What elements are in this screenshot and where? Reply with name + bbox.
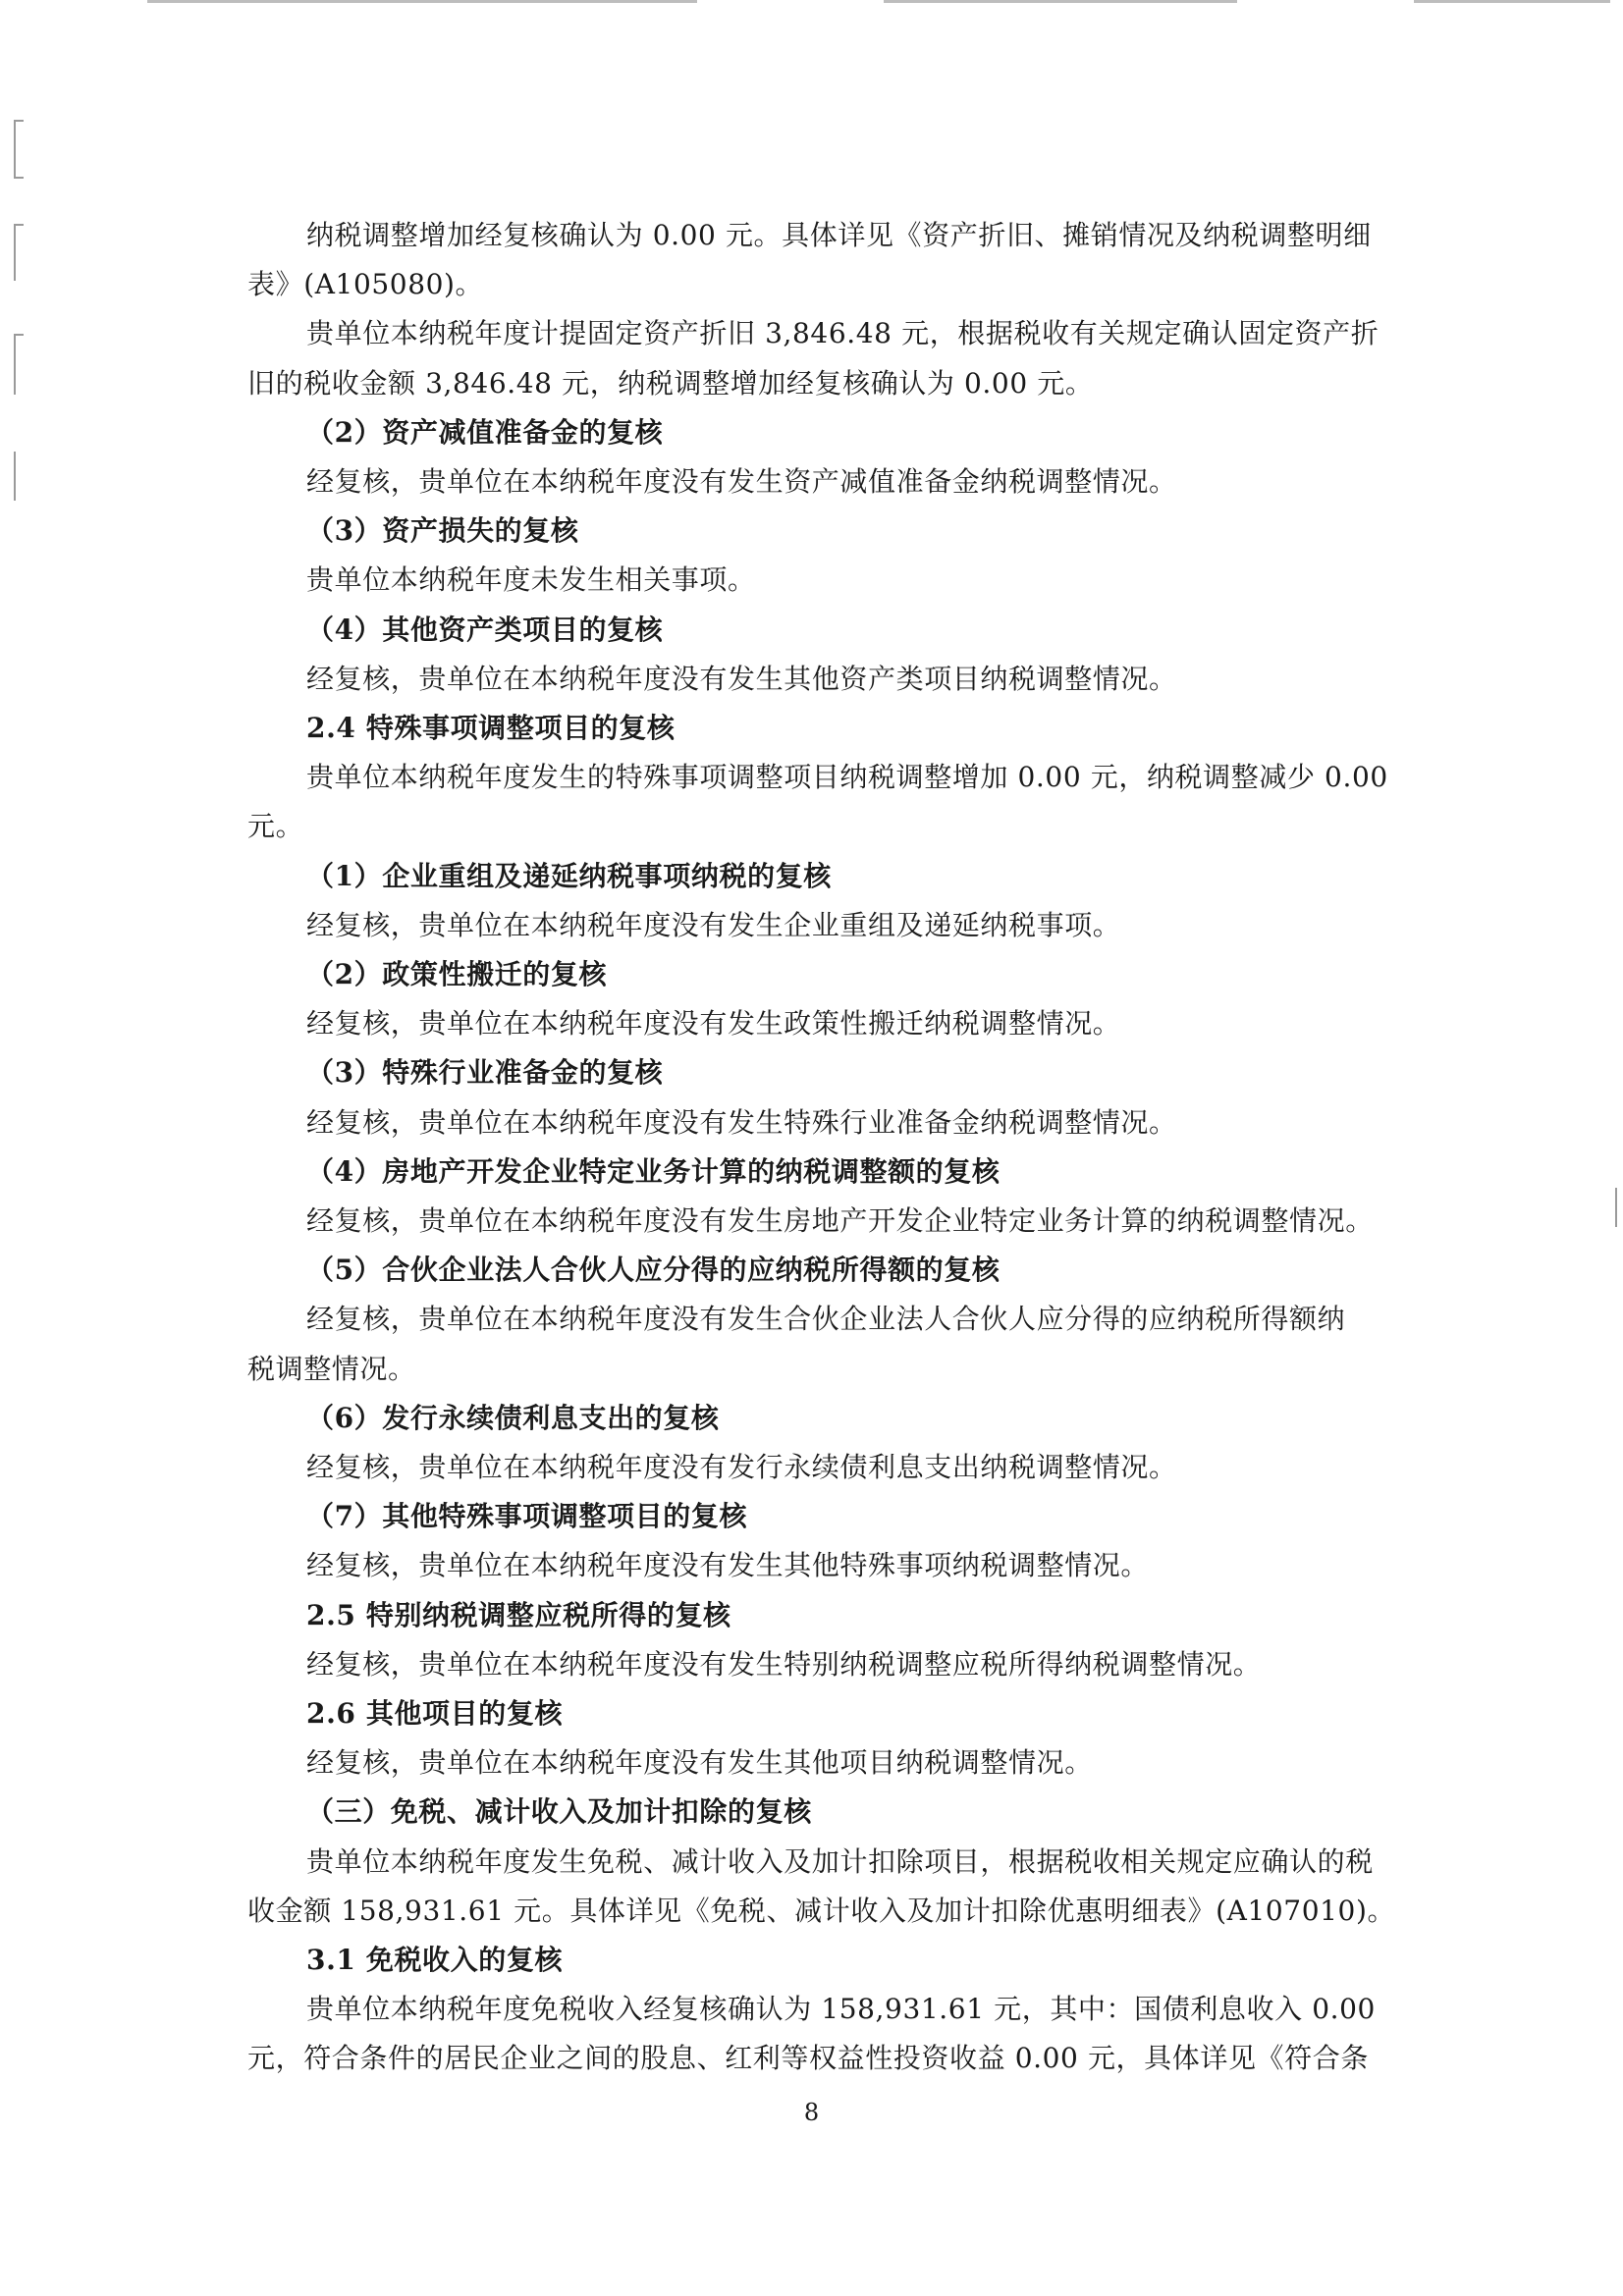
paragraph-line: 贵单位本纳税年度计提固定资产折旧 3,846.48 元，根据税收有关规定确认固定资产折 [306, 317, 1380, 350]
section-heading: （三）免税、减计收入及加计扣除的复核 [306, 1795, 812, 1829]
section-heading: （4）房地产开发企业特定业务计算的纳税调整额的复核 [306, 1154, 1001, 1188]
paragraph-line: 贵单位本纳税年度免税收入经复核确认为 158,931.61 元，其中：国债利息收入 0.00 [306, 1993, 1376, 2026]
paragraph-line: 经复核，贵单位在本纳税年度没有发生其他特殊事项纳税调整情况。 [306, 1549, 1150, 1582]
section-heading: （6）发行永续债利息支出的复核 [306, 1401, 720, 1434]
section-heading: （7）其他特殊事项调整项目的复核 [306, 1500, 748, 1533]
paragraph-line: 税调整情况。 [247, 1352, 416, 1385]
paragraph-line: 收金额 158,931.61 元。具体详见《免税、减计收入及加计扣除优惠明细表》(A107010)。 [247, 1894, 1396, 1927]
paragraph-line: 经复核，贵单位在本纳税年度没有发生房地产开发企业特定业务计算的纳税调整情况。 [306, 1204, 1374, 1237]
section-heading: 3.1 免税收入的复核 [306, 1944, 564, 1976]
paragraph-line: 经复核，贵单位在本纳税年度没有发生其他资产类项目纳税调整情况。 [306, 662, 1177, 695]
section-heading: 2.5 特别纳税调整应税所得的复核 [306, 1598, 731, 1631]
paragraph-line: 经复核，贵单位在本纳税年度没有发生特别纳税调整应税所得纳税调整情况。 [306, 1647, 1262, 1681]
section-heading: 2.4 特殊事项调整项目的复核 [306, 712, 676, 744]
scan-edge-mark [1615, 1188, 1617, 1227]
paragraph-line: 经复核，贵单位在本纳税年度没有发生其他项目纳税调整情况。 [306, 1746, 1093, 1780]
paragraph-line: 经复核，贵单位在本纳税年度没有发生政策性搬迁纳税调整情况。 [306, 1007, 1121, 1041]
section-heading: （2）政策性搬迁的复核 [306, 958, 608, 990]
binding-mark [14, 452, 24, 501]
section-heading: （4）其他资产类项目的复核 [306, 613, 664, 646]
paragraph-line: 表》(A105080)。 [247, 268, 484, 301]
section-heading: 2.6 其他项目的复核 [306, 1697, 564, 1730]
paragraph-line: 经复核，贵单位在本纳税年度没有发生企业重组及递延纳税事项。 [306, 908, 1121, 941]
page-number: 8 [803, 2099, 820, 2126]
paragraph-line: 经复核，贵单位在本纳税年度没有发生资产减值准备金纳税调整情况。 [306, 465, 1177, 498]
binding-mark [14, 224, 24, 281]
paragraph-line: 贵单位本纳税年度发生的特殊事项调整项目纳税调整增加 0.00 元，纳税调整减少 0.00 [306, 761, 1388, 794]
paragraph-line: 贵单位本纳税年度未发生相关事项。 [306, 563, 756, 597]
binding-mark [14, 334, 24, 395]
paragraph-line: 经复核，贵单位在本纳税年度没有发生特殊行业准备金纳税调整情况。 [306, 1105, 1177, 1139]
scan-edge-mark [1414, 0, 1610, 3]
paragraph-line: 元，符合条件的居民企业之间的股息、红利等权益性投资收益 0.00 元，具体详见《符合条 [247, 2042, 1369, 2075]
scan-edge-mark [147, 0, 697, 3]
section-heading: （1）企业重组及递延纳税事项纳税的复核 [306, 859, 832, 892]
section-heading: （3）特殊行业准备金的复核 [306, 1056, 664, 1090]
section-heading: （3）资产损失的复核 [306, 514, 579, 548]
paragraph-line: 贵单位本纳税年度发生免税、减计收入及加计扣除项目，根据税收相关规定应确认的税 [306, 1844, 1374, 1878]
section-heading: （2）资产减值准备金的复核 [306, 415, 664, 449]
scan-edge-mark [884, 0, 1237, 3]
binding-mark [14, 120, 24, 179]
paragraph-line: 元。 [247, 810, 304, 843]
paragraph-line: 纳税调整增加经复核确认为 0.00 元。具体详见《资产折旧、摊销情况及纳税调整明细 [306, 219, 1372, 251]
section-heading: （5）合伙企业法人合伙人应分得的应纳税所得额的复核 [306, 1254, 1001, 1287]
paragraph-line: 经复核，贵单位在本纳税年度没有发行永续债利息支出纳税调整情况。 [306, 1451, 1177, 1483]
paragraph-line: 旧的税收金额 3,846.48 元，纳税调整增加经复核确认为 0.00 元。 [247, 366, 1094, 400]
paragraph-line: 经复核，贵单位在本纳税年度没有发生合伙企业法人合伙人应分得的应纳税所得额纳 [306, 1303, 1346, 1336]
